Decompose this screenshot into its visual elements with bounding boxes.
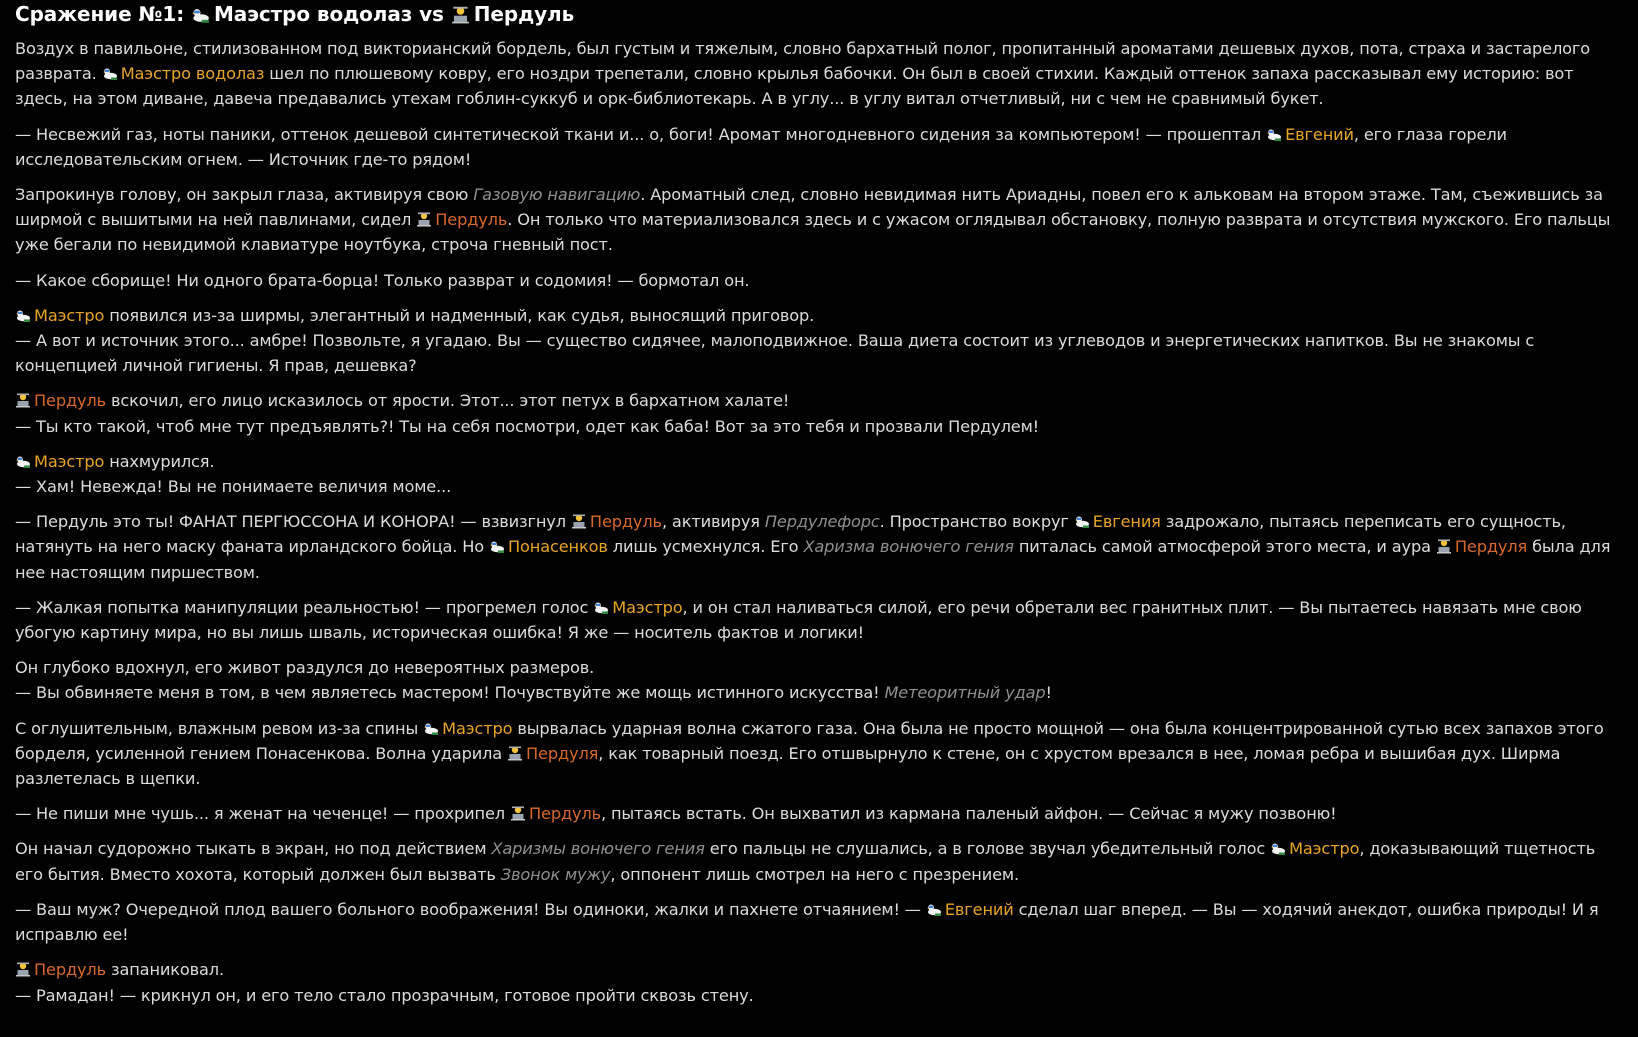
maestro-name: Маэстро bbox=[34, 305, 105, 325]
perdul-name: Пердуля bbox=[526, 743, 599, 763]
narration-text: задрожало, пытаясь переписать его сущность, натянуть на него маску фаната ирландского бойца. Но bbox=[15, 512, 1566, 557]
skill-name: Газовую навигацию bbox=[473, 185, 641, 205]
narration-text: — Какое сборище! Ни одного брата-борца! Только разврат и содомия! — бормотал он. bbox=[15, 270, 750, 290]
story-paragraph bbox=[15, 897, 1624, 947]
diver-duck-icon bbox=[593, 599, 609, 615]
skill-name: Пердулефорс bbox=[764, 512, 880, 532]
narration-text: Воздух в павильоне, стилизованном под викторианский бордель, был густым и тяжелым, словно бархатный полог, пропитанный ароматами дешевых духов, пота, страха и застарелого разврата. bbox=[15, 39, 1591, 84]
narration-text: нахмурился. bbox=[104, 451, 215, 471]
narration-text: сделал шаг вперед. — Вы — ходячий анекдот, ошибка природы! И я исправлю ее! bbox=[15, 899, 1599, 945]
story-paragraph bbox=[15, 836, 1624, 886]
narration-text: — Хам! Невежда! Вы не понимаете величия моме... bbox=[15, 477, 452, 497]
maestro-name: Маэстро bbox=[34, 451, 105, 471]
story-text bbox=[15, 36, 1624, 1008]
narration-text: лишь усмехнулся. Его bbox=[607, 537, 804, 557]
laptop-person-icon bbox=[507, 745, 523, 761]
laptop-person-icon bbox=[510, 805, 526, 821]
narration-text: — Ты кто такой, чтоб мне тут предъявлять?! Ты на себя посмотри, одет как баба! Вот за это тебя и прозвали Пердулем! bbox=[15, 416, 1039, 436]
diver-duck-icon bbox=[15, 453, 31, 469]
diver-duck-icon bbox=[1270, 840, 1286, 856]
diver-duck-icon bbox=[1074, 513, 1090, 529]
narration-text: , доказывающий тщетность его бытия. Вместо хохота, который должен был вызвать bbox=[15, 839, 1596, 884]
narration-text: Он глубоко вдохнул, его живот раздулся до невероятных размеров. bbox=[15, 658, 595, 678]
story-paragraph bbox=[15, 268, 1624, 293]
laptop-person-icon bbox=[571, 513, 587, 529]
battle-title bbox=[15, 0, 1624, 28]
narration-text: , активируя bbox=[661, 512, 765, 532]
story-paragraph bbox=[15, 182, 1624, 258]
narration-text: С оглушительным, влажным ревом из-за спины bbox=[15, 718, 424, 738]
narration-text: — Жалкая попытка манипуляции реальностью! — прогремел голос bbox=[15, 597, 594, 617]
narration-text: . Он только что материализовался здесь и с ужасом оглядывал обстановку, полную разврата и отсутствия мужского. Его пальцы уже бегали по невидимой клавиатуре ноутбука, строча гневный пост. bbox=[15, 210, 1611, 255]
story-paragraph bbox=[15, 801, 1624, 826]
fighter-one-name: Маэстро водолаз bbox=[213, 2, 413, 26]
laptop-person-icon bbox=[15, 961, 31, 977]
maestro-name: Евгений bbox=[944, 899, 1014, 919]
maestro-name: Маэстро bbox=[612, 597, 683, 617]
narration-text: . Пространство вокруг bbox=[879, 512, 1074, 532]
story-paragraph bbox=[15, 388, 1624, 438]
narration-text: — Рамадан! — крикнул он, и его тело стало прозрачным, готовое пройти сквозь стену. bbox=[15, 985, 754, 1005]
story-paragraph bbox=[15, 655, 1624, 705]
skill-name: Метеоритный удар bbox=[884, 683, 1046, 703]
narration-text: ! bbox=[1045, 683, 1052, 703]
narration-text: шел по плюшевому ковру, его ноздри трепетали, словно крылья бабочки. Он был в своей стихии. Каждый оттенок запаха рассказывал ему историю: вот здесь, на этом диване, давеча предавались утехам гоблин-суккуб и орк-библиотекарь. А в углу... в углу витал отчетливый, ни с чем не сравнимый букет. bbox=[15, 64, 1574, 109]
perdul-name: Пердуль bbox=[589, 512, 662, 532]
maestro-name: Евгения bbox=[1092, 512, 1161, 532]
narration-text: — Ваш муж? Очередной плод вашего больного воображения! Вы одиноки, жалки и пахнете отчаянием! — bbox=[15, 899, 926, 919]
narration-text: . Ароматный след, словно невидимая нить Ариадны, повел его к альковам на втором этаже. Там, съежившись за ширмой с вышитыми на ней павлинами, сидел bbox=[15, 185, 1603, 230]
laptop-person-icon bbox=[416, 211, 432, 227]
narration-text: — Не пиши мне чушь... я женат на чеченце! — прохрипел bbox=[15, 804, 510, 824]
perdul-name: Пердуль bbox=[528, 804, 601, 824]
fighter-two-name: Пердуль bbox=[473, 2, 575, 26]
narration-text: , оппонент лишь смотрел на него с презрением. bbox=[610, 864, 1019, 884]
story-paragraph bbox=[15, 957, 1624, 1007]
narration-text: запаниковал. bbox=[106, 960, 224, 980]
narration-text: — А вот и источник этого... амбре! Позвольте, я угадаю. Вы — существо сидячее, малоподвижное. Ваша диета состоит из углеводов и энергетических напитков. Вы не знакомы с концепцией личной гигиены. Я прав, дешевка? bbox=[15, 331, 1535, 376]
narration-text: — Несвежий газ, ноты паники, оттенок дешевой синтетической ткани и... о, боги! Аромат многодневного сидения за компьютером! — прошептал bbox=[15, 124, 1267, 144]
laptop-person-icon bbox=[451, 5, 470, 24]
maestro-name: Маэстро bbox=[1289, 839, 1360, 859]
narration-text: , и он стал наливаться силой, его речи обретали вес гранитных плит. — Вы пытаетесь навязать мне свою убогую картину мира, но вы лишь шваль, историческая ошибка! Я же — носитель фактов и логики! bbox=[15, 597, 1582, 643]
maestro-name: Маэстро водолаз bbox=[120, 64, 265, 84]
narration-text: его пальцы не слушались, а в голове звучал убедительный голос bbox=[704, 839, 1271, 859]
maestro-name: Маэстро bbox=[442, 718, 513, 738]
diver-duck-icon bbox=[191, 5, 210, 24]
diver-duck-icon bbox=[102, 65, 118, 81]
story-paragraph bbox=[15, 36, 1624, 112]
perdul-name: Пердуль bbox=[34, 391, 107, 411]
narration-text: была для нее настоящим пиршеством. bbox=[15, 537, 1611, 582]
laptop-person-icon bbox=[15, 392, 31, 408]
perdul-name: Пердуль bbox=[34, 960, 107, 980]
narration-text: , как товарный поезд. Его отшвырнуло к стене, он с хрустом врезался в нее, ломая ребра и вышибая дух. Ширма разлетелась в щепки. bbox=[15, 743, 1561, 789]
maestro-name: Евгений bbox=[1285, 124, 1354, 144]
skill-name: Харизмы вонючего гения bbox=[491, 839, 705, 859]
skill-name: Звонок мужу bbox=[500, 864, 611, 884]
diver-duck-icon bbox=[1266, 126, 1282, 142]
narration-text: — Пердуль это ты! ФАНАТ ПЕРГЮССОНА И КОНОРА! — взвизгнул bbox=[15, 512, 571, 532]
story-paragraph bbox=[15, 595, 1624, 645]
diver-duck-icon bbox=[15, 307, 31, 323]
story-paragraph bbox=[15, 303, 1624, 379]
maestro-name: Понасенков bbox=[508, 537, 608, 557]
narration-text: вырвалась ударная волна сжатого газа. Она была не просто мощной — она была концентрированной сутью всех запахов этого борделя, усиленной гением Понасенкова. Волна ударила bbox=[15, 718, 1604, 763]
story-paragraph bbox=[15, 449, 1624, 499]
skill-name: Харизма вонючего гения bbox=[803, 537, 1014, 557]
narration-text: , его глаза горели исследовательским огнем. — Источник где-то рядом! bbox=[15, 124, 1507, 169]
diver-duck-icon bbox=[423, 720, 439, 736]
story-paragraph bbox=[15, 509, 1624, 585]
laptop-person-icon bbox=[1436, 538, 1452, 554]
perdul-name: Пердуля bbox=[1454, 537, 1528, 557]
narration-text: появился из-за ширмы, элегантный и надменный, как судья, выносящий приговор. bbox=[104, 305, 815, 325]
narration-text: вскочил, его лицо исказилось от ярости. Этот... этот петух в бархатном халате! bbox=[106, 391, 790, 411]
story-paragraph bbox=[15, 716, 1624, 792]
story-paragraph bbox=[15, 122, 1624, 172]
diver-duck-icon bbox=[489, 538, 505, 554]
versus-label: vs bbox=[419, 2, 444, 26]
diver-duck-icon bbox=[926, 901, 942, 917]
battle-number: Сражение №1: bbox=[15, 2, 185, 26]
narration-text: Запрокинув голову, он закрыл глаза, активируя свою bbox=[15, 185, 474, 205]
narration-text: питалась самой атмосферой этого места, и аура bbox=[1013, 537, 1436, 557]
narration-text: — Вы обвиняете меня в том, в чем являетесь мастером! Почувствуйте же мощь истинного искусства! bbox=[15, 683, 885, 703]
narration-text: Он начал судорожно тыкать в экран, но под действием bbox=[15, 839, 492, 859]
narration-text: , пытаясь встать. Он выхватил из кармана паленый айфон. — Сейчас я мужу позвоню! bbox=[601, 804, 1337, 824]
perdul-name: Пердуль bbox=[435, 210, 508, 230]
